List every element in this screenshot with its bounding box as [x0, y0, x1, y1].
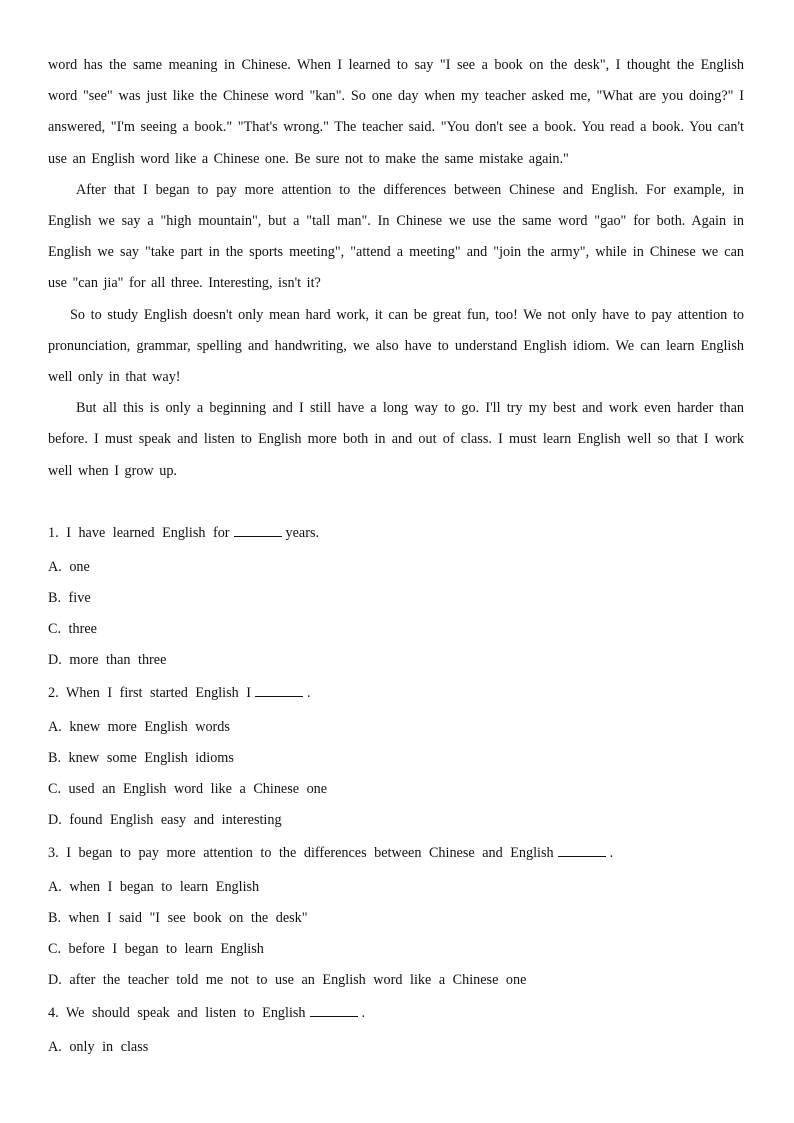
question-2-option-d: D. found English easy and interesting — [48, 812, 282, 828]
question-3-option-b: B. when I said "I see book on the desk" — [48, 910, 308, 926]
question-2-text-end: . — [307, 685, 311, 701]
question-3-option-c: C. before I began to learn English — [48, 941, 264, 957]
reading-passage — [48, 50, 744, 487]
question-4-option-a: A. only in class — [48, 1039, 149, 1055]
question-3-option-d: D. after the teacher told me not to use an English word like a Chinese one — [48, 972, 527, 988]
question-3-text: 3. I began to pay more attention to the differences between Chinese and English — [48, 845, 554, 861]
question-4-text: 4. We should speak and listen to English — [48, 1005, 306, 1021]
question-3-option-a: A. when I began to learn English — [48, 879, 260, 895]
question-2-option-c: C. used an English word like a Chinese one — [48, 781, 328, 797]
question-1-text: 1. I have learned English for — [48, 525, 230, 541]
passage-paragraph-1: word has the same meaning in Chinese. When I learned to say "I see a book on the desk", I thought the English word "see" was just like the Chinese word "kan". So one day when my teacher asked me, "What are you doing?" I answered, "I'm seeing a book." "That's wrong." The teacher said. "You don't see a book. You read a book. You can't use an English word like a Chinese one. Be sure not to make the same mistake again." — [48, 57, 744, 167]
answer-blank — [234, 524, 282, 537]
question-4-stem — [48, 1003, 365, 1023]
answer-blank — [310, 1004, 358, 1017]
question-1-option-d: D. more than three — [48, 652, 167, 668]
question-1-stem — [48, 523, 319, 543]
question-1-option-a: A. one — [48, 559, 90, 575]
question-3-stem — [48, 843, 613, 863]
question-1-option-b: B. five — [48, 590, 91, 606]
question-1-option-c: C. three — [48, 621, 97, 637]
question-4-text-end: . — [361, 1005, 366, 1021]
answer-blank — [558, 844, 606, 857]
question-2-stem — [48, 683, 311, 703]
question-3-text-end: . — [609, 845, 614, 861]
question-2-option-b: B. knew some English idioms — [48, 750, 234, 766]
passage-paragraph-3: So to study English doesn't only mean hard work, it can be great fun, too! We not only have to pay attention to pronunciation, grammar, spelling and handwriting, we also have to understand English idiom. We can learn English well only in that way! — [48, 306, 744, 386]
question-2-text: 2. When I first started English I — [48, 685, 252, 701]
passage-paragraph-2: After that I began to pay more attention to the differences between Chinese and English. For example, in English we say a "high mountain", but a "tall man". In Chinese we use the same word "gao" for both. Again in English we say "take part in the sports meeting", "attend a meeting" and "join the army", while in Chinese we can use "can jia" for all three. Interesting, isn't it? — [48, 181, 744, 292]
question-2-option-a: A. knew more English words — [48, 719, 230, 735]
answer-blank — [255, 684, 303, 697]
question-1-text-end: years. — [285, 525, 320, 541]
passage-paragraph-4: But all this is only a beginning and I still have a long way to go. I'll try my best and work even harder than before. I must speak and listen to English more both in and out of class. I must learn English well so that I work well when I grow up. — [48, 400, 744, 479]
